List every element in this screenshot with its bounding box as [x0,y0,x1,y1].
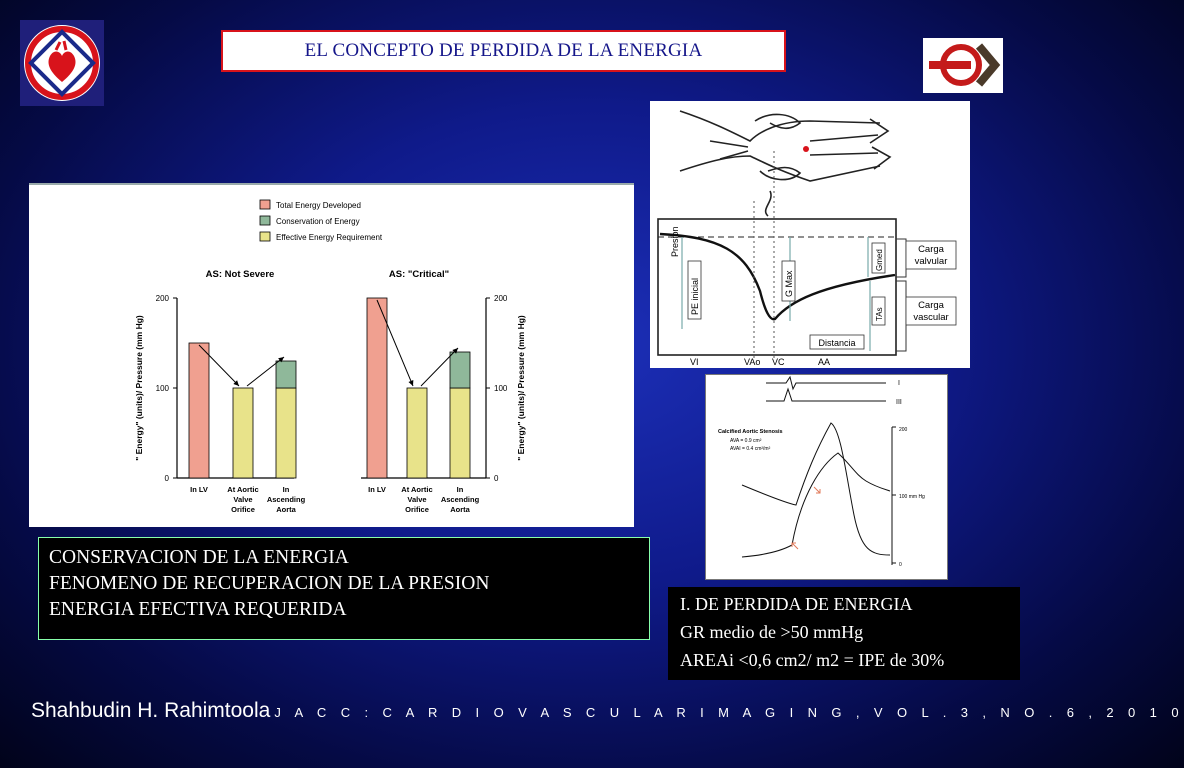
y-tick-label: 100 [494,384,508,393]
waveform-heading: Calcified Aortic Stenosis [718,429,783,435]
y-tick-label: 100 [155,384,169,393]
chart-legend [260,200,383,242]
tick-100-label: 100 mm Hg [899,494,925,500]
g-max-label: G Max [784,270,794,297]
energy-concepts-box [38,537,650,640]
citation [31,699,1184,723]
y-axis-label: " Energy" (units)/ Pressure (mm Hg) [134,315,144,461]
bar-segment [189,343,209,478]
slide-title: EL CONCEPTO DE PERDIDA DE LA ENERGIA [221,30,786,72]
ecg-lead-1-trace [766,377,886,389]
bar-segment [450,388,470,478]
citation-author: Shahbudin H. Rahimtoola [31,699,271,722]
aortic-pressure-trace [742,453,890,557]
gradient-arrow-upper [814,487,820,493]
category-label: At Aortic [227,485,259,494]
legend-label-effective: Effective Energy Requirement [276,233,383,242]
g-med-label: Gmed [875,249,884,271]
aa-label: AA [818,357,831,367]
category-label: At Aortic [401,485,433,494]
loss-index-line: AREAi <0,6 cm2/ m2 = IPE de 30% [680,650,945,670]
tick-0-label: 0 [899,562,902,568]
energy-loss-index-box [668,587,1020,680]
bar-segment [407,388,427,478]
red-marker-dot [803,146,809,152]
heart-logo [20,20,104,106]
bar-segment [367,298,387,478]
category-label: Ascending [266,495,306,504]
bar-segment [233,388,253,478]
valvular-bracket [896,239,906,277]
pressure-recovery-diagram [650,101,970,368]
flow-sketch [680,111,890,216]
legend-label-total: Total Energy Developed [276,201,361,210]
y-tick-label: 200 [494,294,508,303]
legend-swatch-effective [260,232,270,241]
concept-line: FENOMENO DE RECUPERACION DE LA PRESION [49,573,490,594]
chart-canvas [29,185,634,525]
ecg-lead-3-label: III [896,399,902,406]
legend-label-conservation: Conservation of Energy [276,217,360,226]
pe-inicial-label: PE inicial [690,277,700,315]
vi-label: VI [690,357,699,367]
carga-valvular-line2: valvular [914,256,948,267]
category-label: Aorta [276,505,296,514]
category-label: In [282,485,290,494]
ecg-lead-3-trace [766,389,886,401]
vascular-bracket [896,281,906,351]
carga-vascular-line1: Carga [918,300,944,311]
legend-swatch-total [260,200,270,209]
tas-label: TAs [875,307,884,321]
ava-value: AVA = 0.9 cm² [730,438,762,444]
category-label: Ascending [440,495,480,504]
category-label: Orifice [405,505,429,514]
society-logo [923,38,1003,93]
vc-label: VC [772,357,785,367]
bar-segment [276,388,296,478]
panel-title: AS: "Critical" [388,269,450,280]
citation-journal: J A C C : C A R D I O V A S C U L A R I M A G I N G , V O L . 3 , N O . 6 , 2 0 1 0 [274,705,1184,720]
ecg-lead-1-label: I [898,380,900,387]
y-tick-label: 200 [155,294,169,303]
category-label: Aorta [450,505,470,514]
category-label: Valve [407,495,427,504]
y-tick-label: 0 [494,474,499,483]
loss-index-line: I. DE PERDIDA DE ENERGIA [680,594,913,614]
vao-label: VAo [744,357,761,367]
bar-segment [450,352,470,388]
concept-line: ENERGIA EFECTIVA REQUERIDA [49,599,347,620]
category-label: In LV [190,485,208,494]
presion-label: Presion [670,226,680,257]
carga-vascular-line2: vascular [913,312,949,323]
category-label: Valve [233,495,253,504]
y-tick-label: 0 [164,474,169,483]
tick-200-label: 200 [899,427,908,433]
energy-bar-chart [29,183,634,527]
gradient-arrow-lower [792,543,798,549]
avai-value: AVAI = 0.4 cm²/m² [730,446,771,452]
y-axis-label: " Energy" (units)/ Pressure (mm Hg) [516,315,526,461]
category-label: Orifice [231,505,255,514]
carga-valvular-line1: Carga [918,244,944,255]
dimension-arrows [682,237,870,351]
bar-segment [276,361,296,388]
category-label: In LV [368,485,386,494]
concept-line: CONSERVACION DE LA ENERGIA [49,547,349,568]
category-label: In [456,485,464,494]
panel-title: AS: Not Severe [205,269,275,280]
loss-index-line: GR medio de >50 mmHg [680,622,864,642]
legend-swatch-conservation [260,216,270,225]
distancia-label: Distancia [818,338,856,348]
pressure-waveform-panel [705,374,948,580]
